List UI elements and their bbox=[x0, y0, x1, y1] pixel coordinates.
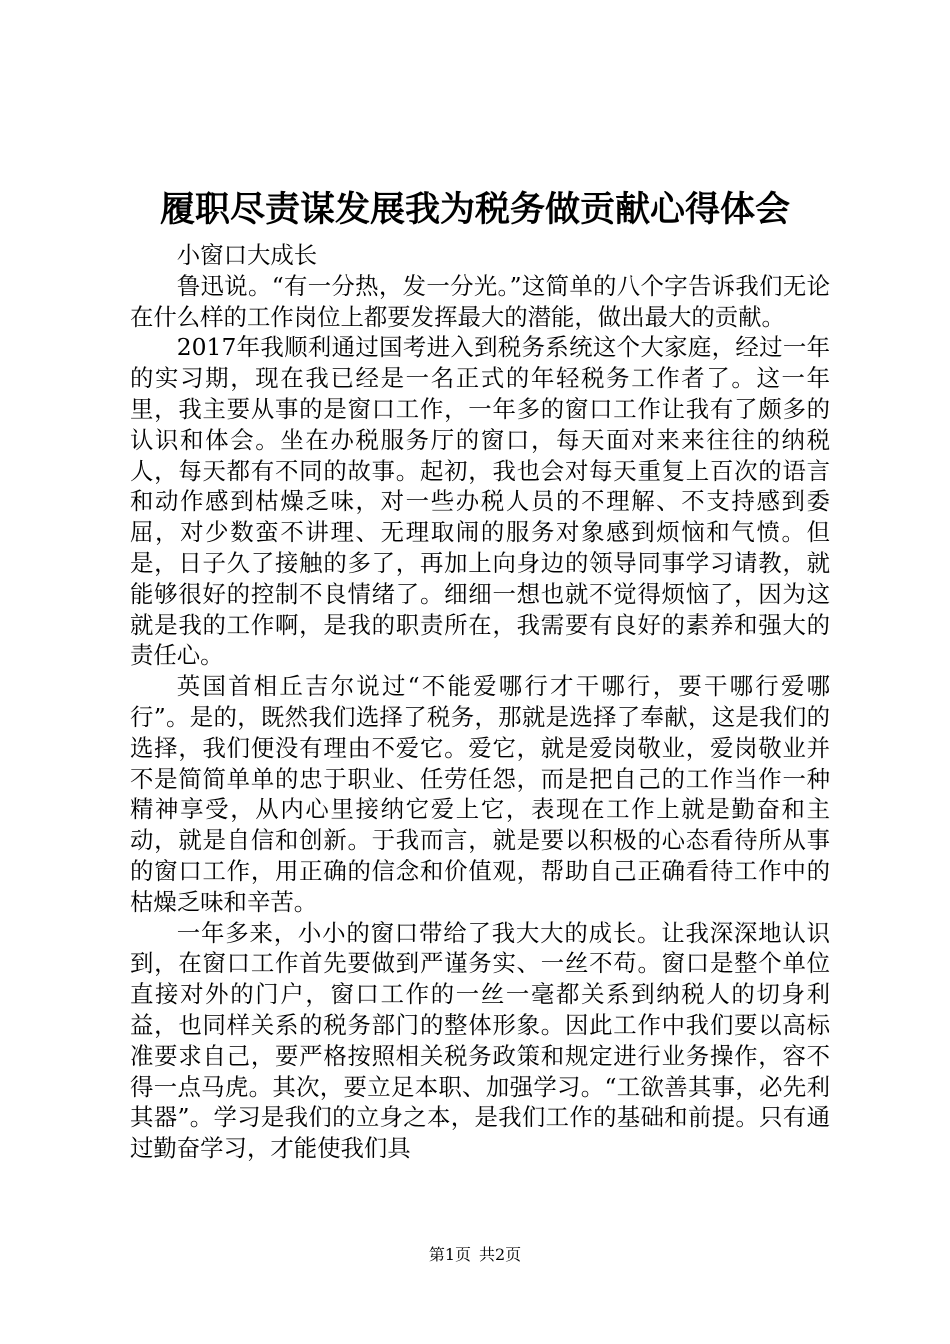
paragraph: 鲁迅说。“有一分热，发一分光。”这简单的八个字告诉我们无论在什么样的工作岗位上都要发挥最大的潜能，做出最大的贡献。 bbox=[130, 271, 830, 331]
paragraph: 一年多来，小小的窗口带给了我大大的成长。让我深深地认识到，在窗口工作首先要做到严谨务实、一丝不苟。窗口是整个单位直接对外的门户，窗口工作的一丝一毫都关系到纳税人的切身利益，也同样关系的税务部门的整体形象。因此工作中我们要以高标准要求自己，要严格按照相关税务政策和规定进行业务操作，容不得一点马虎。其次，要立足本职、加强学习。“工欲善其事，必先利其器”。学习是我们的立身之本，是我们工作的基础和前提。只有通过勤奋学习，才能使我们具 bbox=[130, 918, 830, 1163]
paragraph: 英国首相丘吉尔说过“不能爱哪行才干哪行，要干哪行爱哪行”。是的，既然我们选择了税务，那就是选择了奉献，这是我们的选择，我们便没有理由不爱它。爱它，就是爱岗敬业，爱岗敬业并不是简简单单的忠于职业、任劳任怨，而是把自己的工作当作一种精神享受，从内心里接纳它爱上它，表现在工作上就是勤奋和主动，就是自信和创新。于我而言，就是要以积极的心态看待所从事的窗口工作，用正确的信念和价值观，帮助自己正确看待工作中的枯燥乏味和辛苦。 bbox=[130, 672, 830, 916]
subtitle: 小窗口大成长 bbox=[176, 241, 318, 269]
page-title: 履职尽责谋发展我为税务做贡献心得体会 bbox=[159, 189, 790, 230]
page-footer bbox=[0, 1244, 950, 1266]
document-body bbox=[130, 240, 830, 1164]
page-total: 共2页 bbox=[479, 1245, 522, 1264]
page-number: 第1页 bbox=[428, 1245, 471, 1264]
paragraph: 2017年我顺利通过国考进入到税务系统这个大家庭，经过一年的实习期，现在我已经是一名正式的年轻税务工作者了。这一年里，我主要从事的是窗口工作，一年多的窗口工作让我有了颇多的认识和体会。坐在办税服务厅的窗口，每天面对来来往往的纳税人，每天都有不同的故事。起初，我也会对每天重复上百次的语言和动作感到枯燥乏味，对一些办税人员的不理解、不支持感到委屈，对少数蛮不讲理、无理取闹的服务对象感到烦恼和气愤。但是，日子久了接触的多了，再加上向身边的领导同事学习请教，就能够很好的控制不良情绪了。细细一想也就不觉得烦恼了，因为这就是我的工作啊，是我的职责所在，我需要有良好的素养和强大的责任心。 bbox=[130, 333, 830, 670]
